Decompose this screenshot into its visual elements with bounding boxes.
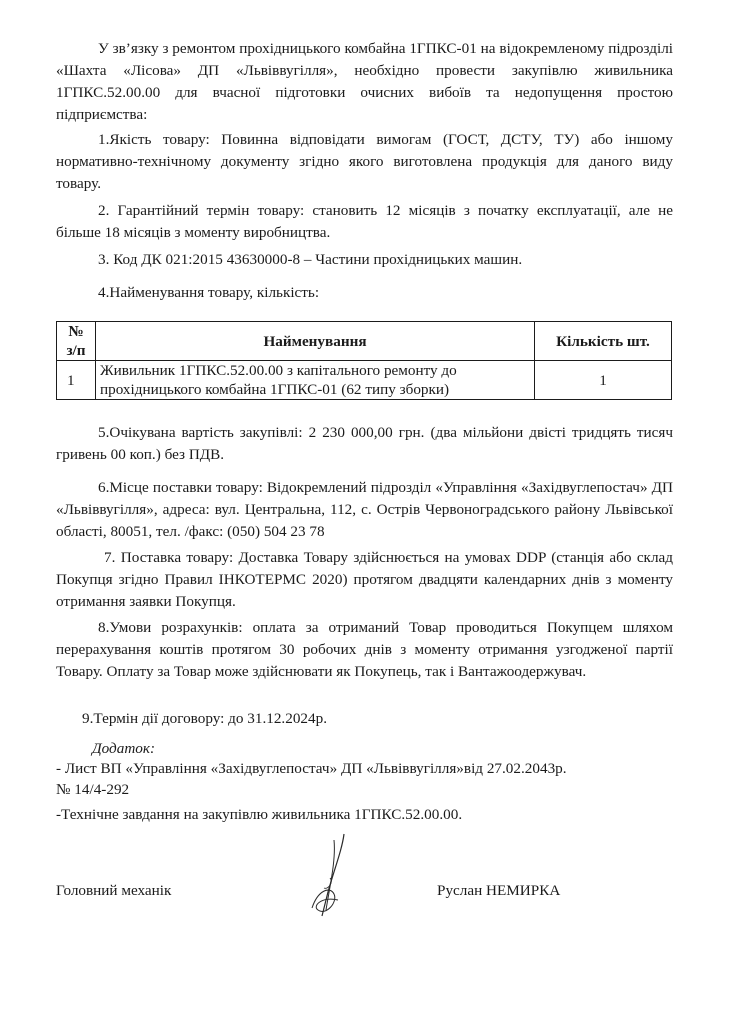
row-quantity: 1 xyxy=(535,361,672,400)
price-paragraph: 5.Очікувана вартість закупівлі: 2 230 000,00 грн. (два мільйони двісті тридцять тисяч гривень 00 коп.) без ПДВ. xyxy=(56,424,673,463)
attachment-line-2: № 14/4-292 xyxy=(56,781,130,798)
attachment-line-3: -Технічне завдання на закупівлю живильника 1ГПКС.52.00.00. xyxy=(56,806,463,823)
attachment-label: Додаток: xyxy=(92,740,156,757)
delivery-terms-paragraph: 7. Поставка товару: Доставка Товару здійснюється на умовах DDP (станція або склад Покупця згідно Правил ІНКОТЕРМС 2020) протягом двадцяти календарних днів з моменту отримання заявки Покупця. xyxy=(56,549,673,610)
row-name: Живильник 1ГПКС.52.00.00 з капітального ремонту до прохідницького комбайна 1ГПКС-01 (62 типу зборки) xyxy=(96,361,535,400)
row-number: 1 xyxy=(57,361,96,400)
delivery-place-paragraph: 6.Місце поставки товару: Відокремлений підрозділ «Управління «Західвуглепостач» ДП «Львіввугілля», адреса: вул. Центральна, 112, с. Острів Червоноградського району Львівської області, 80051, тел. /факс: (050) 504 23 78 xyxy=(56,479,673,540)
warranty-paragraph: 2. Гарантійний термін товару: становить 12 місяців з початку експлуатації, але не більше 18 місяців з моменту виробництва. xyxy=(56,202,673,241)
signer-name: Руслан НЕМИРКА xyxy=(437,882,561,899)
table-header-row xyxy=(57,322,672,361)
contract-term-paragraph: 9.Термін дії договору: до 31.12.2024р. xyxy=(82,710,327,727)
attachment-line-1: - Лист ВП «Управління «Західвуглепостач» ДП «Львіввугілля»від 27.02.2043р. xyxy=(56,760,567,777)
header-quantity: Кількість шт. xyxy=(535,322,672,361)
goods-name-heading: 4.Найменування товару, кількість: xyxy=(98,284,320,301)
table-row xyxy=(57,361,672,400)
header-name: Найменування xyxy=(96,322,535,361)
signature-mark xyxy=(304,830,364,920)
goods-table xyxy=(56,321,672,400)
header-number: № з/п xyxy=(57,322,96,361)
intro-paragraph: У зв’язку з ремонтом прохідницького комбайна 1ГПКС-01 на відокремленому підрозділі «Шахта «Лісова» ДП «Львіввугілля», необхідно провести закупівлю живильника 1ГПКС.52.00.00 для вчасної підготовки очисних вибоїв та недопущення простою підприємства: xyxy=(56,40,673,123)
signer-position: Головний механік xyxy=(56,882,172,899)
quality-paragraph: 1.Якість товару: Повинна відповідати вимогам (ГОСТ, ДСТУ, ТУ) або іншому нормативно-технічному документу згідно якого виготовлена продукція для даного виду товару. xyxy=(56,131,673,192)
dk-code-paragraph: 3. Код ДК 021:2015 43630000-8 – Частини прохідницьких машин. xyxy=(98,251,523,268)
payment-terms-paragraph: 8.Умови розрахунків: оплата за отриманий Товар проводиться Покупцем шляхом перерахування коштів протягом 30 робочих днів з моменту отримання узгодженої партії Товару. Оплату за Товар може здійснювати як Покупець, так і Вантажоодержувач. xyxy=(56,619,673,680)
